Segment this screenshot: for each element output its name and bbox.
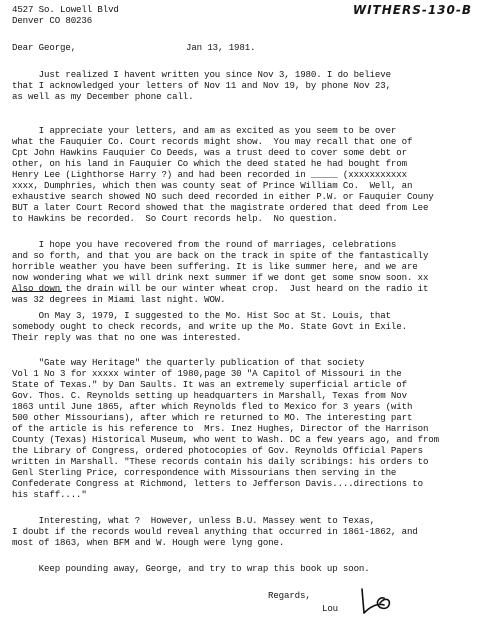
body-line: Vol 1 No 3 for xxxxx winter of 1980,page 30 "A Capitol of Missouri in the — [12, 368, 402, 379]
body-line: what the Fauquier Co. Court records might show. You may recall that one of — [12, 136, 413, 147]
handwritten-signature — [358, 587, 394, 617]
body-line: Keep pounding away, George, and try to wrap this book up soon. — [12, 563, 370, 574]
body-line: Also down the drain will be our winter wheat crop. Just heard on the radio it — [12, 283, 429, 294]
sender-address-line-1: 4527 So. Lowell Blvd — [12, 4, 119, 15]
body-line: horrible weather you have been suffering. It is like summer here, and we are — [12, 261, 418, 272]
body-line: to Hawkins be recorded. So Court records help. No question. — [12, 213, 338, 224]
body-line: was 32 degrees in Miami last night. WOW. — [12, 294, 226, 305]
letter-date: Jan 13, 1981. — [186, 42, 256, 53]
signature-name: Lou — [322, 603, 339, 614]
greeting: Dear George, — [12, 42, 77, 53]
body-line: Their reply was that no one was interested. — [12, 332, 242, 343]
body-line: Interesting, what ? However, unless B.U. Massey went to Texas, — [12, 515, 375, 526]
body-line: Just realized I havent written you since Nov 3, 1980. I do believe — [12, 69, 391, 80]
body-line: Confederate Congress at Richmond, letters to Jefferson Davis....directions to — [12, 478, 423, 489]
body-line: "Gate way Heritage" the quarterly publication of that society — [12, 357, 365, 368]
body-line: that I acknowledged your letters of Nov 11 and Nov 19, by phone Nov 23, — [12, 80, 391, 91]
body-line: somebody ought to check records, and write up the Mo. State Govt in Exile. — [12, 321, 407, 332]
body-line: 500 other Missourians), after which re returned to MO. The interesting part — [12, 412, 413, 423]
body-line: written in Marshall. "These records contain his daily scribings: his orders to — [12, 456, 429, 467]
closing: Regards, — [268, 590, 311, 601]
body-line: 1863 until June 1865, after which Reynolds fled to Mexico for 3 years (with — [12, 401, 413, 412]
body-line: his staff...." — [12, 489, 87, 500]
archive-label: WITHERS-130-B — [352, 3, 472, 17]
body-line: of the article is his reference to Mrs. Inez Hughes, Director of the Harrison — [12, 423, 429, 434]
body-line: the Library of Congress, ordered photocopies of Gov. Reynolds Official Papers — [12, 445, 423, 456]
body-line: most of 1863, when BFM and W. Hough were lyng gone. — [12, 537, 285, 548]
body-line: and so forth, and that you are back on the track in spite of the fantastically — [12, 250, 429, 261]
body-line: County (Texas) Historical Museum, who went to Wash. DC a few years ago, and from — [12, 434, 439, 445]
body-line: xxxx, Dumphries, which then was county seat of Prince William Co. Well, an — [12, 180, 413, 191]
body-line: Henry Lee (Lighthorse Harry ?) and had been recorded in _____ (xxxxxxxxxxx — [12, 169, 407, 180]
body-line: as well as my December phone call. — [12, 91, 194, 102]
body-line: Cpt John Hawkins Fauquier Co Deeds, was a trust deed to cover some debt or — [12, 147, 407, 158]
body-line: On May 3, 1979, I suggested to the Mo. Hist Soc at St. Louis, that — [12, 310, 391, 321]
body-line: other, on his land in Fauquier Co which the deed stated he had bought from — [12, 158, 407, 169]
body-line: Genl Sterling Price, correspondence with Missourians then serving in the — [12, 467, 397, 478]
body-line: I doubt if the records would reveal anything that occurred in 1861-1862, and — [12, 526, 418, 537]
body-line: exhaustive search showed NO such deed recorded in either P.W. or Fauquier Couny — [12, 191, 434, 202]
body-line: State of Texas." by Dan Saults. It was an extremely superficial article of — [12, 379, 407, 390]
body-line: Gov. Thos. C. Reynolds setting up headquarters in Marshall, Texas from Nov — [12, 390, 407, 401]
body-line: now wondering what we will drink next summer if we dont get some snow soon. xx — [12, 272, 429, 283]
body-line: I appreciate your letters, and am as excited as you seem to be over — [12, 125, 397, 136]
body-line: I hope you have recovered from the round of marriages, celebrations — [12, 239, 397, 250]
somebody-underline — [12, 291, 62, 292]
body-line: BUT a later Court Record showed that the magistrate ordered that deed from Lee — [12, 202, 429, 213]
sender-address-line-2: Denver CO 80236 — [12, 15, 93, 26]
